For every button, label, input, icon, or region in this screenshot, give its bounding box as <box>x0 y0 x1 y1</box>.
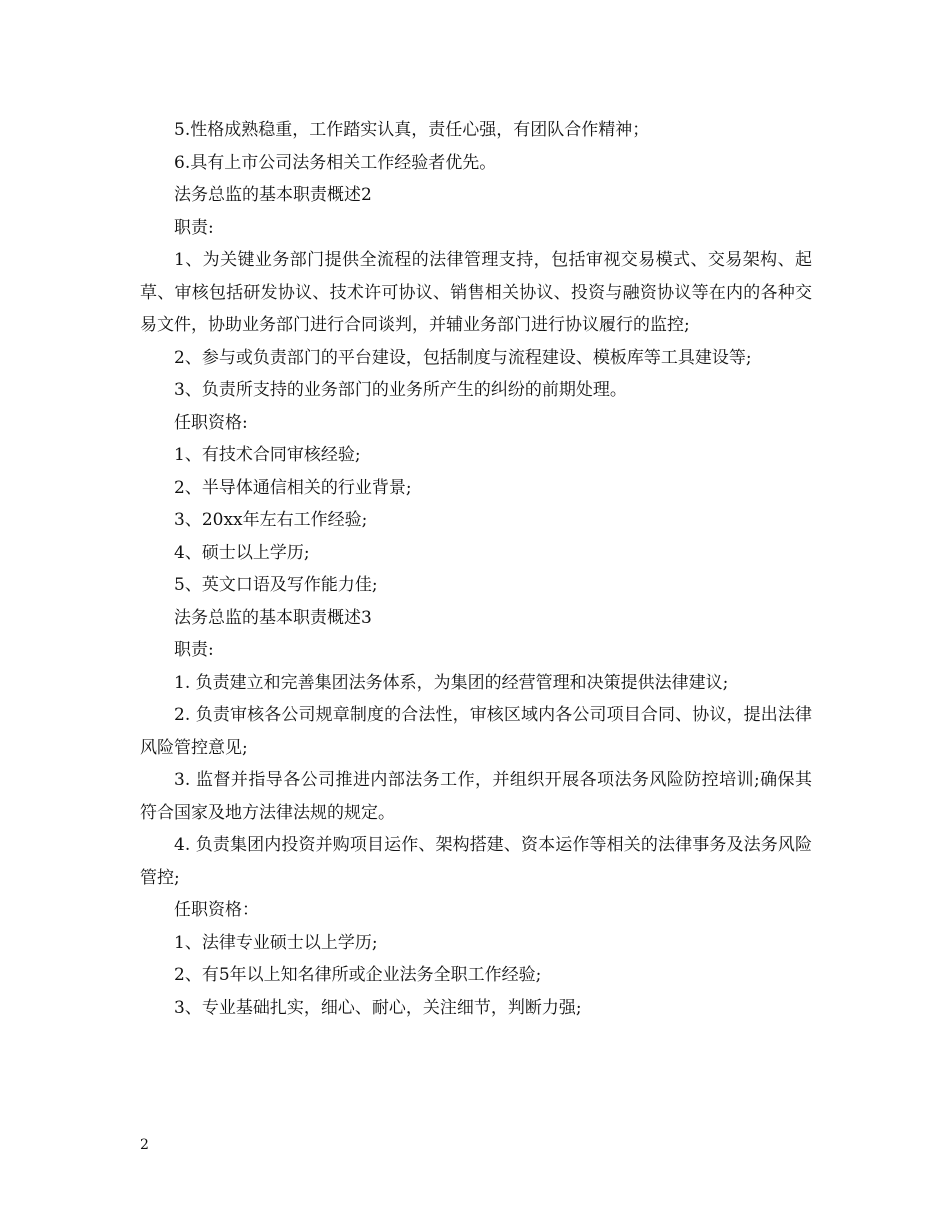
paragraph: 3. 监督并指导各公司推进内部法务工作，并组织开展各项法务风险防控培训;确保其符合国家及地方法律法规的规定。 <box>140 770 812 823</box>
paragraph: 5.性格成熟稳重，工作踏实认真，责任心强，有团队合作精神； <box>174 120 650 140</box>
paragraph: 1、法律专业硕士以上学历; <box>174 932 378 953</box>
subheading-duties: 职责: <box>174 640 214 660</box>
section-heading: 法务总监的基本职责概述2 <box>174 185 372 205</box>
paragraph: 2、有5年以上知名律所或企业法务全职工作经验; <box>174 965 542 985</box>
paragraph: 2. 负责审核各公司规章制度的合法性，审核区域内各公司项目合同、协议，提出法律风险管控意见; <box>140 705 812 758</box>
section-heading: 法务总监的基本职责概述3 <box>174 607 372 628</box>
paragraph: 2、参与或负责部门的平台建设，包括制度与流程建设、模板库等工具建设等; <box>174 347 752 368</box>
paragraph: 1、有技术合同审核经验; <box>174 445 361 465</box>
paragraph: 4、硕士以上学历; <box>174 542 310 563</box>
paragraph: 3、负责所支持的业务部门的业务所产生的纠纷的前期处理。 <box>174 380 627 400</box>
page-number: 2 <box>140 1137 149 1153</box>
subheading-qualifications: 任职资格: <box>174 412 248 433</box>
document-body <box>140 114 812 1024</box>
paragraph: 5、英文口语及写作能力佳; <box>174 575 378 595</box>
subheading-qualifications: 任职资格： <box>174 900 259 920</box>
paragraph: 6.具有上市公司法务相关工作经验者优先。 <box>174 152 497 173</box>
subheading-duties: 职责: <box>174 217 214 238</box>
paragraph: 1、为关键业务部门提供全流程的法律管理支持，包括审视交易模式、交易架构、起草、审核包括研发协议、技术许可协议、销售相关协议、投资与融资协议等在内的各种交易文件，协助业务部门进行合同谈判，并辅业务部门进行协议履行的监控; <box>140 250 812 335</box>
paragraph: 3、专业基础扎实，细心、耐心，关注细节，判断力强; <box>174 997 582 1018</box>
paragraph: 3、20xx年左右工作经验; <box>174 510 368 530</box>
paragraph: 1. 负责建立和完善集团法务体系，为集团的经营管理和决策提供法律建议; <box>174 672 729 693</box>
paragraph: 2、半导体通信相关的行业背景; <box>174 477 412 498</box>
paragraph: 4. 负责集团内投资并购项目运作、架构搭建、资本运作等相关的法律事务及法务风险管控; <box>140 835 812 888</box>
